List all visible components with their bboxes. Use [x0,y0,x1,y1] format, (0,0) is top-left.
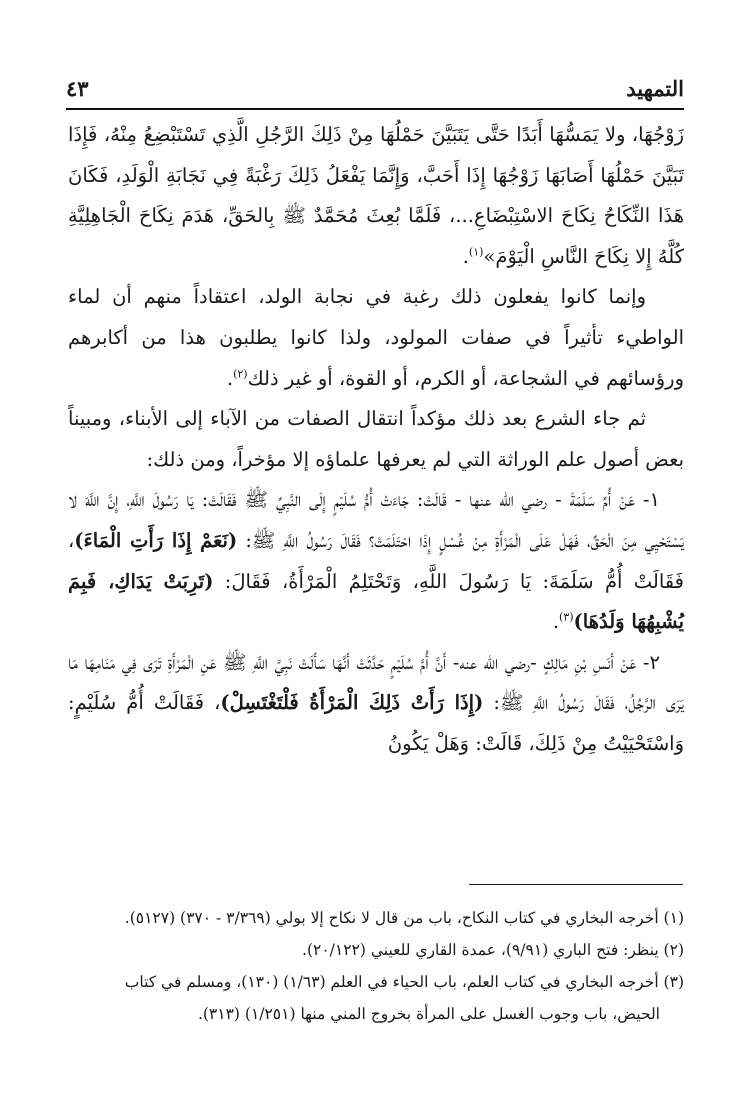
paragraph-explanation: وإنما كانوا يفعلون ذلك رغبة في نجابة الولد، اعتقاداً منهم أن لماء الواطيء تأثيراً في صفات المولود، ولذا كانوا يطلبون هذا من أكابرهم ورؤسائهم في الشجاعة، أو الكرم، أو القوة، أو غير ذلك$^{(٢)}$. [68,285,684,390]
running-title: التمهيد [626,76,684,101]
footnote-ref-2: (٢) [233,367,248,381]
footnotes [68,902,684,1030]
page-header [66,76,684,106]
hadith-1: ١- عَنْ أُمِّ سَلَمَةَ - رضي الله عنها - قَالَتْ: جَاءَتْ أُمُّ سُلَيْمٍ إِلَى النَّبِيِّ ﷺ فَقَالَتْ: يَا رَسُولَ اللَّهِ، إِنَّ اللَّهَ لا يَسْتَحْيِي مِنَ الْحَقِّ، فَهَلْ عَلَى الْمَرْأَةِ مِنْ غُسْلٍ إِذَا احْتَلَمَتْ؟ فَقَالَ رَسُولُ اللَّهِ ﷺ: (نَعَمْ إِذَا رَأَتِ الْمَاءَ)، فَقَالَتْ أُمُّ سَلَمَةَ: يَا رَسُولَ اللَّهِ، وَتَحْتَلِمُ الْمَرْأَةُ، فَقَالَ: (تَرِبَتْ يَدَاكِ، فَبِمَ يُشْبِهُهَا وَلَدُهَا)$^{(٣)}$. [68,488,684,634]
hadith-2: ٢- عَنْ أَنَسِ بْنِ مَالِكٍ -رضي الله عنه- أَنَّ أُمَّ سُلَيْمٍ حَدَّثَتْ أَنَّهَا سَأَلَتْ نَبِيَّ اللَّهِ ﷺ عَنِ الْمَرْأَةِ تَرَى فِي مَنَامِهَا مَا يَرَى الرَّجُلُ، فَقَالَ رَسُولُ اللَّهِ ﷺ: (إِذَا رَأَتْ ذَلِكَ الْمَرْأَةُ فَلْتَغْتَسِلْ)، فَقَالَتْ أُمُّ سُلَيْمٍ: وَاسْتَحْيَيْتُ مِنْ ذَلِكَ، قَالَتْ: وَهَلْ يَكُونُ [68,650,684,755]
header-rule [66,108,684,110]
main-text [68,115,684,765]
footnote-1: (١) أخرجه البخاري في كتاب النكاح، باب من قال لا نكاح إلا بولي (٣/٣٦٩ - ٣٧٠) (٥١٢٧). [124,909,684,927]
page-number: ٤٣ [66,76,89,101]
hadith-1-quote-1: (نَعَمْ إِذَا رَأَتِ الْمَاءَ) [74,528,238,552]
hadith-2-quote: (إِذَا رَأَتْ ذَلِكَ الْمَرْأَةُ فَلْتَغْتَسِلْ) [220,691,484,715]
footnote-ref-3: (٣) [559,610,574,624]
paragraph-quote-continuation: زَوْجُهَا، ولا يَمَسُّهَا أَبَدًا حَتَّى يَتَبَيَّنَ حَمْلُهَا مِنْ ذَلِكَ الرَّجُلِ الَّذِي تَسْتَبْضِعُ مِنْهُ، فَإِذَا تَبَيَّنَ حَمْلُهَا أَصَابَهَا زَوْجُهَا إِذَا أَحَبَّ، وَإِنَّمَا يَفْعَلُ ذَلِكَ رَغْبَةً فِي نَجَابَةِ الْوَلَدِ، فَكَانَ هَذَا النِّكَاحُ نِكَاحَ الاسْتِبْضَاعِ...، فَلَمَّا بُعِثَ مُحَمَّدٌ ﷺ بِالحَقِّ، هَدَمَ نِكَاحَ الْجَاهِلِيَّةِ كُلَّهُ إِلا نِكَاحَ النَّاسِ الْيَوْمَ»$^{(١)}$. [68,123,684,268]
footnote-2: (٢) ينظر: فتح الباري (٩/٩١)، عمدة القاري للعيني (٢٠/١٢٢). [302,941,684,959]
footnote-3: (٣) أخرجه البخاري في كتاب العلم، باب الحياء في العلم (١/٦٣) (١٣٠)، ومسلم في كتاب [124,973,684,991]
footnote-ref-1: (١) [468,245,484,259]
hadith-1-quote-2: (تَرِبَتْ يَدَاكِ، فَبِمَ يُشْبِهُهَا وَلَدُهَا) [68,569,684,634]
footnote-3-continuation: الحيض، باب وجوب الغسل على المرأة بخروج المني منها (١/٢٥١) (٣١٣). [197,1005,660,1023]
paragraph-intro: ثم جاء الشرع بعد ذلك مؤكداً انتقال الصفات من الآباء إلى الأبناء، ومبيناً بعض أصول علم الوراثة التي لم يعرفها علماؤه إلا مؤخراً، ومن ذلك: [68,407,684,471]
footnote-separator [469,884,683,885]
